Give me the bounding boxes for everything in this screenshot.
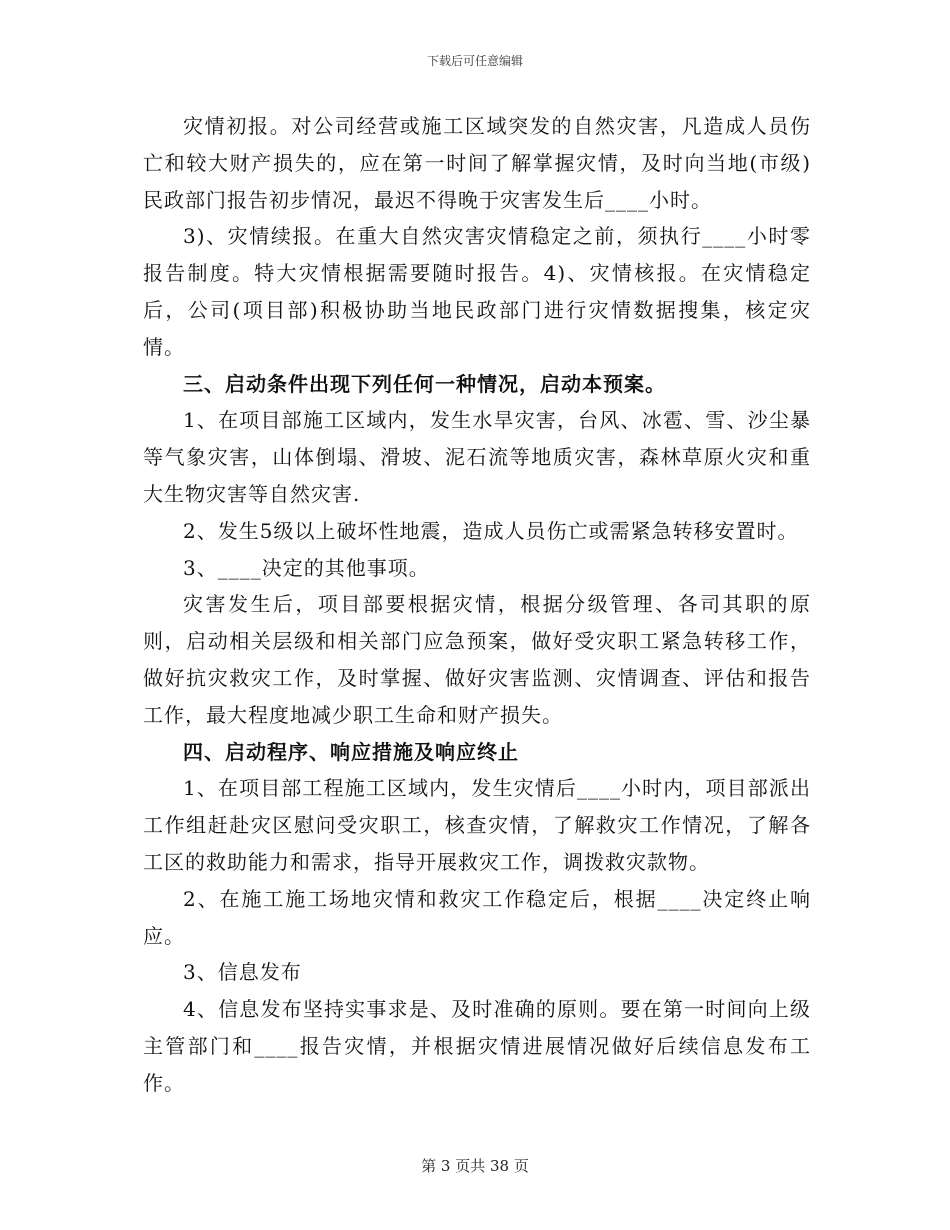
paragraph-condition-1: 1、在项目部施工区域内，发生水旱灾害，台风、冰雹、雪、沙尘暴等气象灾害，山体倒塌、滑坡、泥石流等地质灾害，森林草原火灾和重大生物灾害等自然灾害.	[143, 408, 811, 506]
paragraph-procedure-3: 3、信息发布	[183, 960, 302, 985]
page-header: 下载后可任意编辑	[426, 54, 523, 68]
section-heading-procedure: 四、启动程序、响应措施及响应终止	[183, 739, 519, 764]
paragraph-after-disaster: 灾害发生后，项目部要根据灾情，根据分级管理、各司其职的原则，启动相关层级和相关部门应急预案，做好受灾职工紧急转移工作，做好抗灾救灾工作，及时掌握、做好灾害监测、灾情调查、评估和报告工作，最大程度地减少职工生命和财产损失。	[143, 592, 811, 727]
paragraph-condition-3: 3、____决定的其他事项。	[183, 555, 430, 580]
paragraph-initial-report: 灾情初报。对公司经营或施工区域突发的自然灾害，凡造成人员伤亡和较大财产损失的，应在第一时间了解掌握灾情，及时向当地(市级)民政部门报告初步情况，最迟不得晚于灾害发生后____小时。	[143, 114, 811, 212]
paragraph-procedure-2: 2、在施工施工场地灾情和救灾工作稳定后，根据____决定终止响应。	[143, 886, 811, 948]
paragraph-condition-2: 2、发生5级以上破坏性地震，造成人员伤亡或需紧急转移安置时。	[183, 518, 799, 543]
paragraph-follow-up-report: 3)、灾情续报。在重大自然灾害灾情稳定之前，须执行____小时零报告制度。特大灾情根据需要随时报告。4)、灾情核报。在灾情稳定后，公司(项目部)积极协助当地民政部门进行灾情数据搜集，核定灾情。	[143, 224, 811, 359]
page-footer: 第 3 页共 38 页	[421, 1157, 529, 1175]
section-heading-start-conditions: 三、启动条件出现下列任何一种情况，启动本预案。	[183, 371, 666, 396]
document-body	[143, 108, 811, 1102]
paragraph-procedure-1: 1、在项目部工程施工区域内，发生灾情后____小时内，项目部派出工作组赶赴灾区慰问受灾职工，核查灾情，了解救灾工作情况，了解各工区的救助能力和需求，指导开展救灾工作，调拨救灾款物。	[143, 776, 811, 874]
paragraph-procedure-4: 4、信息发布坚持实事求是、及时准确的原则。要在第一时间向上级主管部门和____报告灾情，并根据灾情进展情况做好后续信息发布工作。	[143, 997, 811, 1095]
